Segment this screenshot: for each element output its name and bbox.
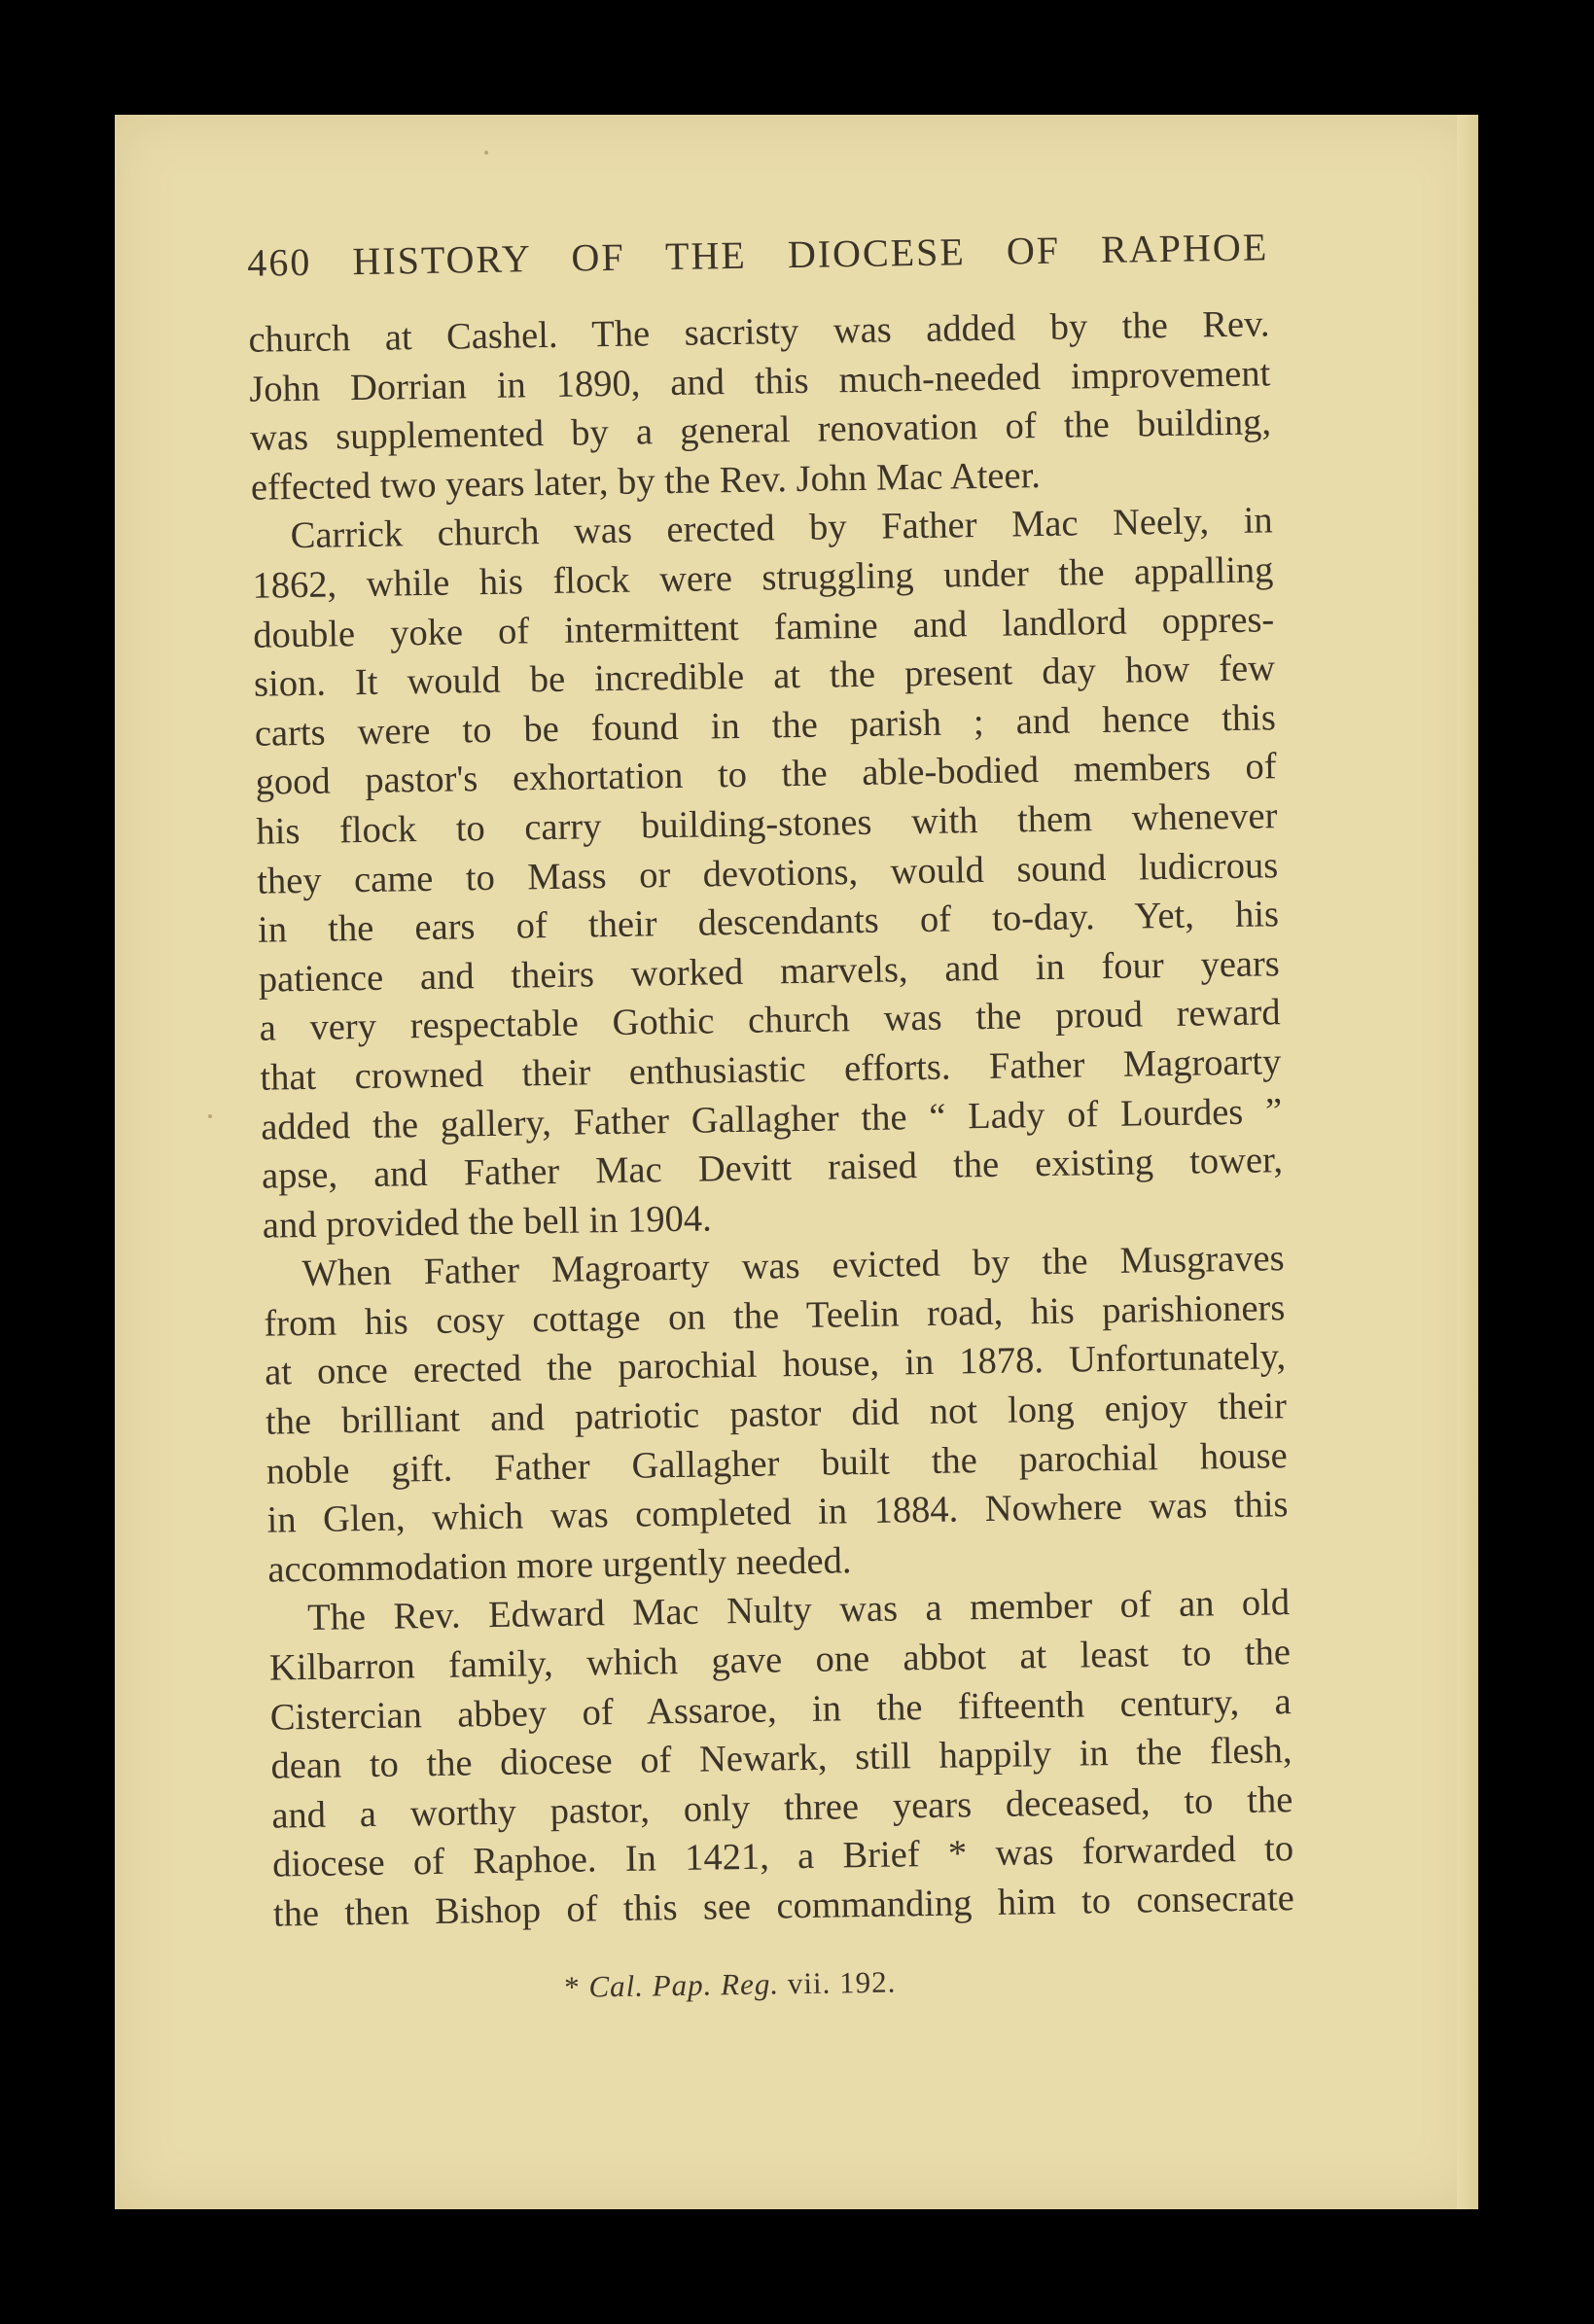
text-line: they came to Mass or devotions, would sound ludicrous	[256, 844, 1279, 902]
text-line: patience and theirs worked marvels, and in four years	[258, 942, 1281, 1001]
text-line: at once erected the parochial house, in 1878. Unfortunately,	[264, 1336, 1287, 1394]
text-line: 1862, while his flock were struggling under the appalling	[252, 549, 1274, 607]
text-line: church at Cashel. The sacristy was added by the Rev.	[248, 303, 1270, 361]
text-line: his flock to carry building-stones with them whenever	[256, 795, 1278, 853]
text-line: noble gift. Father Gallagher built the parochial house	[266, 1434, 1289, 1493]
text-line: in Glen, which was completed in 1884. Nowhere was this	[266, 1484, 1289, 1541]
footnote-marker: *	[563, 1969, 589, 2004]
text-line: John Dorrian in 1890, and this much-needed improvement	[248, 352, 1271, 410]
text-line: accommodation more urgently needed.	[267, 1540, 852, 1591]
running-title: HISTORY OF THE DIOCESE OF RAPHOE	[352, 225, 1269, 284]
text-line: good pastor's exhortation to the able-bodied members of	[255, 746, 1277, 804]
text-line: When Father Magroarty was evicted by the Musgraves	[301, 1238, 1285, 1295]
text-line: added the gallery, Father Gallagher the “ Lady of Lourdes ”	[260, 1090, 1283, 1148]
paper-speck	[208, 1114, 212, 1118]
text-line: and provided the bell in 1904.	[262, 1198, 713, 1247]
text-line: the brilliant and patriotic pastor did not long enjoy their	[265, 1386, 1288, 1443]
footnote	[564, 1965, 897, 2005]
text-line: apse, and Father Mac Devitt raised the existing tower,	[261, 1140, 1284, 1197]
text-line: Cistercian abbey of Assaroe, in the fifteenth century, a	[269, 1680, 1292, 1739]
text-line: carts were to be found in the parish ; and hence this	[254, 696, 1277, 755]
page-edge	[1457, 115, 1478, 2209]
text-line: The Rev. Edward Mac Nulty was a member of an old	[306, 1582, 1291, 1639]
body-text	[248, 299, 1294, 1939]
text-line: was supplemented by a general renovation of the building,	[249, 402, 1272, 459]
text-line: sion. It would be incredible at the present day how few	[253, 648, 1276, 705]
text-line: double yoke of intermittent famine and landlord oppres-	[252, 598, 1275, 656]
text-line: diocese of Raphoe. In 1421, a Brief * was forwarded to	[271, 1828, 1294, 1885]
text-line: and a worthy pastor, only three years deceased, to the	[271, 1778, 1293, 1837]
footnote-citation: Cal. Pap. Reg.	[588, 1966, 780, 2004]
page-number: 460	[246, 239, 312, 285]
text-line: effected two years later, by the Rev. John Mac Ateer.	[250, 454, 1042, 509]
text-line: a very respectable Gothic church was the proud reward	[259, 992, 1281, 1050]
text-line: Carrick church was erected by Father Mac Neely, in	[290, 500, 1273, 557]
text-line: that crowned their enthusiastic efforts. Father Magroarty	[260, 1041, 1282, 1099]
paper-speck	[484, 151, 488, 155]
footnote-reference: vii. 192.	[778, 1964, 897, 2001]
text-line: in the ears of their descendants of to-day. Yet, his	[257, 894, 1280, 951]
text-line: from his cosy cottage on the Teelin road, his parishioners	[264, 1287, 1286, 1345]
text-line: dean to the diocese of Newark, still happily in the flesh,	[270, 1730, 1293, 1787]
text-line: Kilbarron family, which gave one abbot at least to the	[268, 1632, 1292, 1689]
text-line: the then Bishop of this see commanding him to consecrate	[272, 1878, 1295, 1935]
